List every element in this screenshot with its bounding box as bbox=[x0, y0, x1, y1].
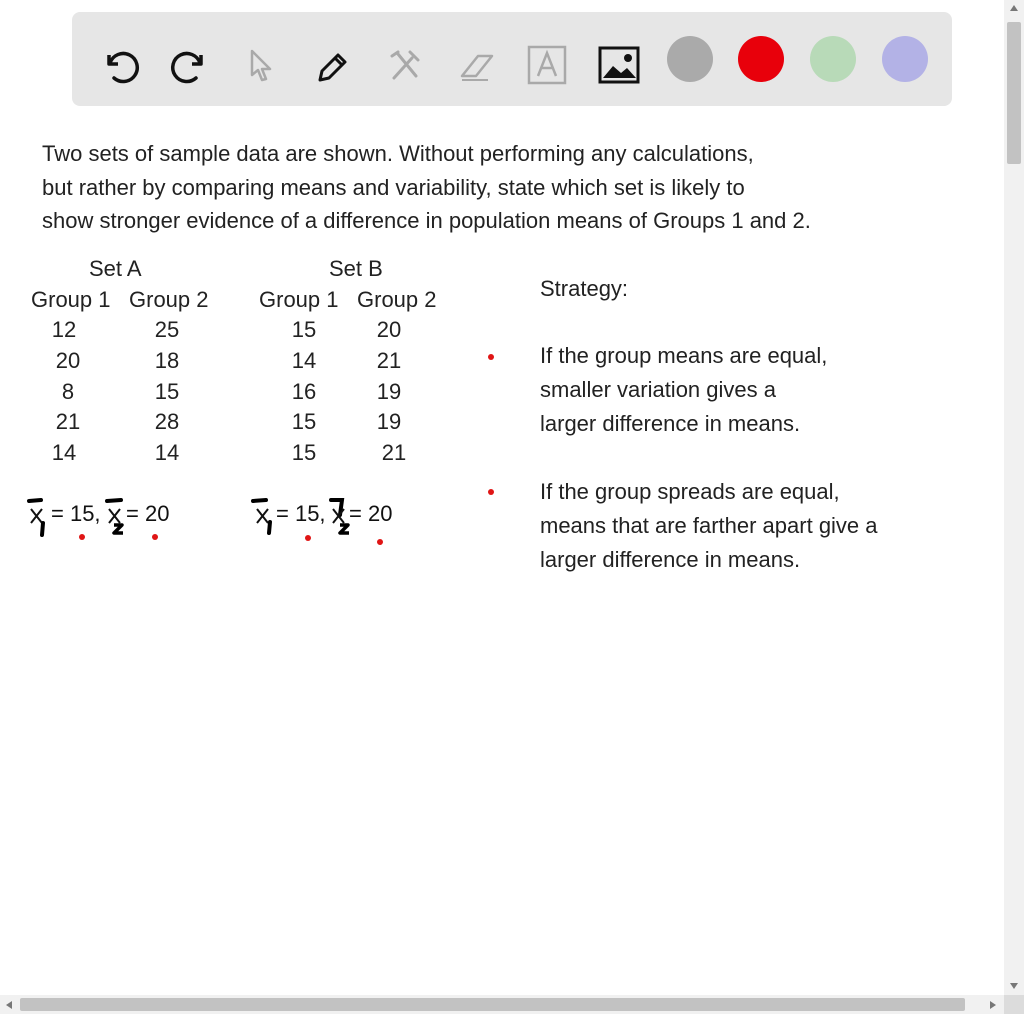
set-a-group2-value: 18 bbox=[154, 348, 180, 373]
red-dot bbox=[79, 534, 85, 540]
drawing-toolbar bbox=[72, 12, 952, 106]
pointer-icon[interactable] bbox=[238, 42, 284, 88]
set-b-group2-header: Group 2 bbox=[357, 287, 437, 312]
set-a-group1-header: Group 1 bbox=[31, 287, 111, 312]
strategy-line: larger difference in means. bbox=[540, 547, 801, 572]
set-a-group1-value: 14 bbox=[51, 440, 77, 465]
vertical-scrollbar[interactable] bbox=[1004, 0, 1024, 995]
set-a-group1-value: 21 bbox=[55, 409, 81, 434]
problem-line: but rather by comparing means and variability, state which set is likely to bbox=[42, 174, 745, 200]
strategy-line: smaller variation gives a bbox=[540, 377, 776, 402]
set-b-group1-value: 15 bbox=[291, 317, 317, 342]
set-b-group1-value: 16 bbox=[291, 379, 317, 404]
set-b-title: Set B bbox=[329, 256, 383, 281]
strategy-line: means that are farther apart give a bbox=[540, 513, 878, 538]
problem-line: Two sets of sample data are shown. Without performing any calculations, bbox=[42, 141, 754, 166]
mean-b-text-2: = 20 bbox=[349, 501, 393, 526]
undo-icon[interactable] bbox=[96, 42, 142, 88]
set-a-group1-value: 8 bbox=[61, 379, 75, 404]
set-a-group2-value: 28 bbox=[154, 409, 180, 434]
set-b-group2-value: 19 bbox=[376, 409, 402, 434]
strategy-line: larger difference in means. bbox=[540, 411, 801, 436]
set-a-group2-header: Group 2 bbox=[129, 287, 209, 312]
scrollbar-corner bbox=[1004, 995, 1024, 1014]
problem-line: show stronger evidence of a difference in population means of Groups 1 and 2. bbox=[42, 208, 811, 233]
strategy-bullet-1 bbox=[540, 339, 827, 441]
vertical-scroll-thumb[interactable] bbox=[1007, 22, 1021, 164]
purple-color-swatch[interactable] bbox=[882, 36, 928, 82]
set-b-group2-value: 20 bbox=[376, 317, 402, 342]
scroll-down-icon[interactable] bbox=[1010, 983, 1018, 989]
strategy-line: If the group spreads are equal, bbox=[540, 479, 840, 504]
horizontal-scroll-thumb[interactable] bbox=[20, 998, 965, 1011]
strategy-title: Strategy: bbox=[540, 276, 629, 301]
gray-color-swatch[interactable] bbox=[667, 36, 713, 82]
bullet-point bbox=[488, 489, 494, 495]
red-dot bbox=[305, 535, 311, 541]
text-box-icon[interactable] bbox=[524, 42, 570, 88]
set-b-group2-value: 19 bbox=[376, 379, 402, 404]
strategy-bullet-2 bbox=[540, 475, 878, 577]
horizontal-scrollbar[interactable] bbox=[0, 995, 1004, 1014]
scroll-right-icon[interactable] bbox=[990, 1001, 996, 1009]
set-b-group1-value: 14 bbox=[291, 348, 317, 373]
set-a-group2-value: 14 bbox=[154, 440, 180, 465]
redo-icon[interactable] bbox=[168, 42, 214, 88]
red-dot bbox=[377, 539, 383, 545]
mean-a-text-2: = 20 bbox=[126, 501, 170, 526]
scroll-up-icon[interactable] bbox=[1010, 5, 1018, 11]
set-a-group2-value: 15 bbox=[154, 379, 180, 404]
green-color-swatch[interactable] bbox=[810, 36, 856, 82]
pen-icon[interactable] bbox=[310, 42, 356, 88]
red-dot bbox=[152, 534, 158, 540]
set-b-group1-value: 15 bbox=[291, 440, 317, 465]
tools-icon[interactable] bbox=[382, 42, 428, 88]
set-b-group1-header: Group 1 bbox=[259, 287, 339, 312]
mean-a-text-1: = 15, bbox=[51, 501, 101, 526]
set-a-group1-value: 20 bbox=[55, 348, 81, 373]
mean-b-text-1: = 15, bbox=[276, 501, 326, 526]
set-a-group2-value: 25 bbox=[154, 317, 180, 342]
eraser-icon[interactable] bbox=[454, 42, 500, 88]
set-b-group2-value: 21 bbox=[381, 440, 407, 465]
set-a-title: Set A bbox=[89, 256, 142, 281]
strategy-line: If the group means are equal, bbox=[540, 343, 828, 368]
bullet-point bbox=[488, 354, 494, 360]
set-b-group2-value: 21 bbox=[376, 348, 402, 373]
scroll-left-icon[interactable] bbox=[6, 1001, 12, 1009]
set-b-group1-value: 15 bbox=[291, 409, 317, 434]
set-a-group1-value: 12 bbox=[51, 317, 77, 342]
red-color-swatch[interactable] bbox=[738, 36, 784, 82]
image-icon[interactable] bbox=[596, 42, 642, 88]
problem-text bbox=[42, 137, 811, 238]
